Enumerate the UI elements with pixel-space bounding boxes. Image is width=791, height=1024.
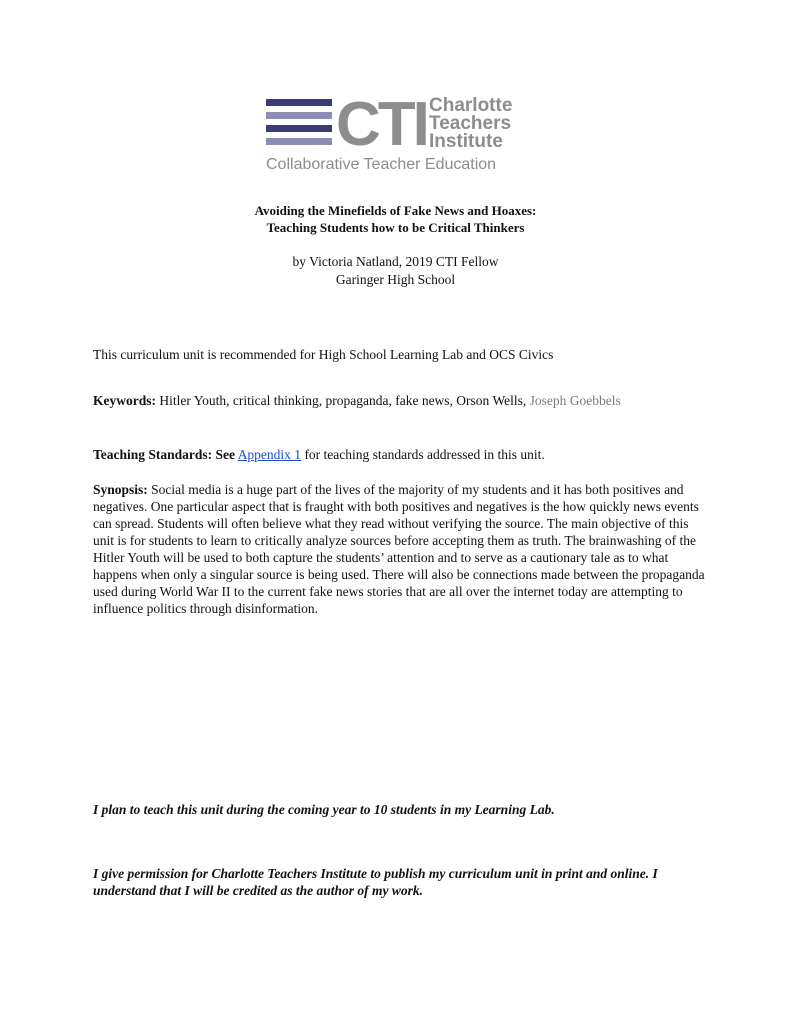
teaching-plan: I plan to teach this unit during the coming year to 10 students in my Learning Lab. (93, 802, 555, 817)
keywords (93, 392, 703, 410)
title-line-1: Avoiding the Minefields of Fake News and Hoaxes: (254, 203, 537, 218)
appendix-link[interactable]: Appendix 1 (237, 447, 302, 462)
author: by Victoria Natland, 2019 CTI Fellow (292, 254, 499, 269)
keywords-label: Keywords: (93, 393, 156, 408)
logo-bar (266, 138, 332, 145)
document-title (0, 202, 791, 236)
logo-name-line: Charlotte (429, 95, 513, 116)
logo-name-line: Teachers (429, 113, 512, 134)
synopsis (93, 481, 705, 617)
keywords-text: Hitler Youth, critical thinking, propaganda, fake news, Orson Wells, (159, 393, 527, 408)
standards-post: for teaching standards addressed in this unit. (304, 447, 545, 462)
logo-name-line: Institute (429, 131, 503, 152)
logo-tagline: Collaborative Teacher Education (266, 156, 497, 173)
logo-bar (266, 99, 332, 106)
standards-pre: See (215, 447, 236, 462)
permission-statement: I give permission for Charlotte Teachers Institute to publish my curriculum unit in print and online. I understand that I will be credited as the author of my work. (93, 866, 658, 898)
cti-logo (266, 90, 526, 178)
logo-abbr: CTI (336, 90, 427, 159)
school: Garinger High School (335, 272, 456, 287)
logo-name (429, 97, 512, 151)
standards-label: Teaching Standards: (93, 447, 213, 462)
title-line-2: Teaching Students how to be Critical Thinkers (266, 220, 525, 235)
teaching-standards (93, 446, 703, 463)
recommendation: This curriculum unit is recommended for High School Learning Lab and OCS Civics (93, 347, 554, 362)
synopsis-label: Synopsis: (93, 482, 148, 497)
synopsis-text: Social media is a huge part of the lives of the majority of my students and it has both positives and negatives. One particular aspect that is fraught with both positives and negatives is the how quickly news events can spread. Students will often believe what they read without verifying the source. The main objective of this unit is for students to learn to critically analyze sources before accepting them as truth. The brainwashing of the Hitler Youth will be used to both capture the students’ attention and to serve as a cautionary tale as to what happens when only a singular source is being used. There will also be connections made between the propaganda used during World War II to the current fake news stories that are all over the internet today are attempting to influence politics through disinformation. (93, 482, 705, 616)
logo-bar (266, 125, 332, 132)
byline (0, 253, 791, 289)
logo-bar (266, 112, 332, 119)
keywords-extra: Joseph Goebbels (529, 393, 621, 408)
